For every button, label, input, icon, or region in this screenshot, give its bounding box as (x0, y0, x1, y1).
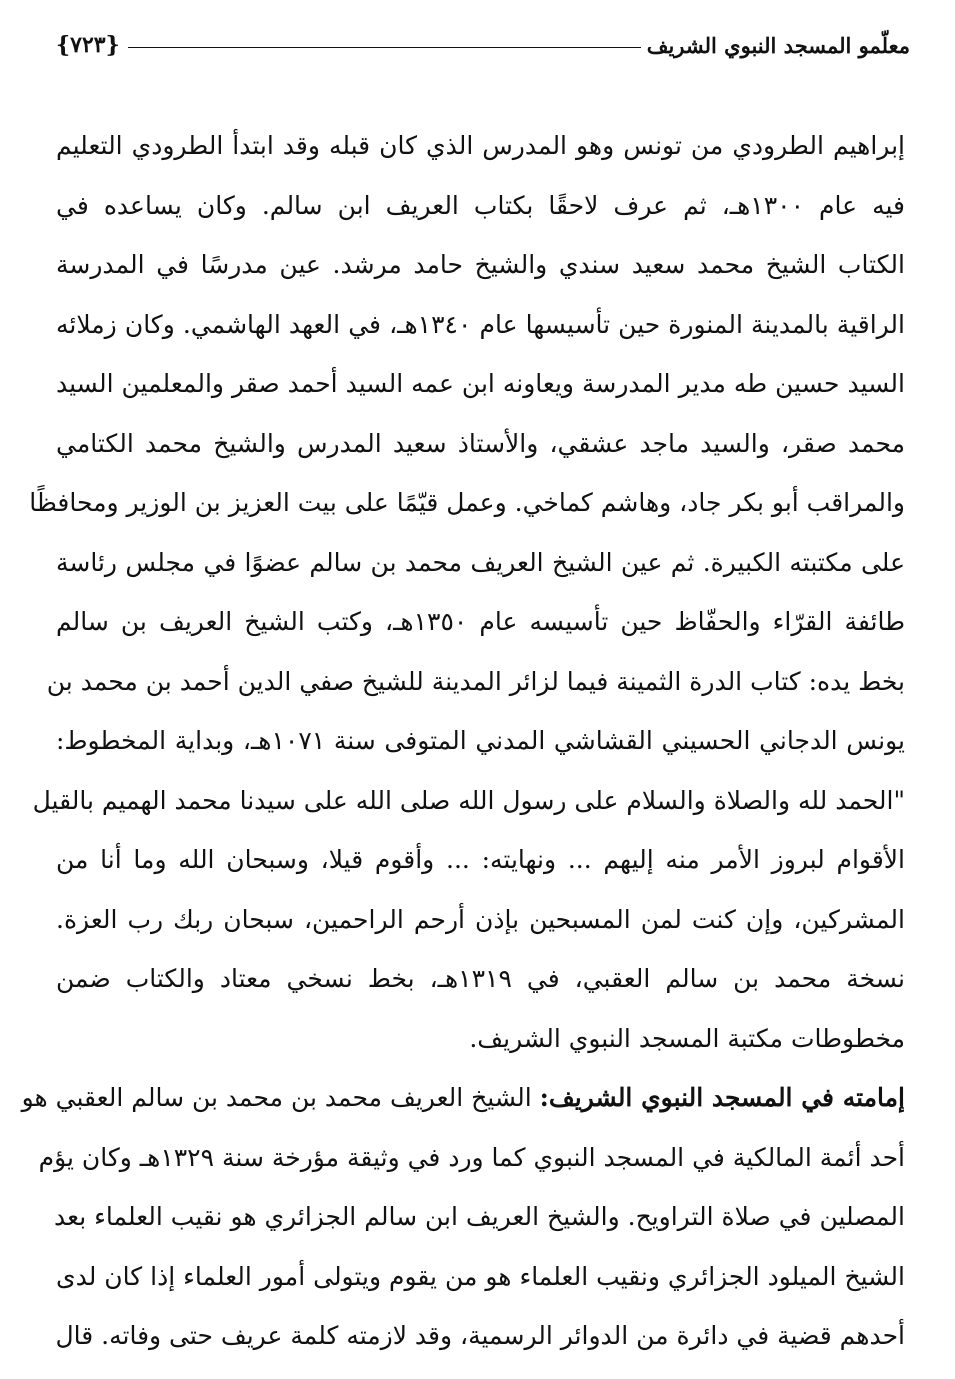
text-line: فيه عام ١٣٠٠هـ، ثم عرف لاحقًا بكتاب العريف ابن سالم. وكان يساعده في (56, 190, 905, 220)
text-line: المشركين، وإن كنت لمن المسبحين بإذن أرحم الراحمين، سبحان ربك رب العزة. (56, 904, 905, 934)
running-title: معلّمو المسجد النبوي الشريف (646, 32, 910, 58)
section-first-line-text: الشيخ العريف محمد بن محمد بن سالم العقبي هو (21, 1083, 540, 1112)
text-line: الشيخ الميلود الجزائري ونقيب العلماء هو من يقوم ويتولى أمور العلماء إذا كان لدى (56, 1261, 905, 1291)
text-line: إبراهيم الطرودي من تونس وهو المدرس الذي كان قبله وقد ابتدأ الطرودي التعليم (56, 131, 905, 160)
section-first-line (21, 1076, 905, 1136)
body-text (21, 124, 905, 1374)
text-line: نسخة محمد بن سالم العقبي، في ١٣١٩هـ، بخط نسخي معتاد والكتاب ضمن (56, 964, 905, 993)
text-line: المصلين في صلاة التراويح. والشيخ العريف ابن سالم الجزائري هو نقيب العلماء بعد (54, 1202, 905, 1231)
text-line: مخطوطات مكتبة المسجد النبوي الشريف. (469, 1023, 905, 1053)
page-number: {٧٢٣} (56, 32, 120, 58)
text-line: أحد أئمة المالكية في المسجد النبوي كما ورد في وثيقة مؤرخة سنة ١٣٢٩هـ وكان يؤم (38, 1142, 905, 1172)
text-line: الراقية بالمدينة المنورة حين تأسيسها عام ١٣٤٠هـ، في العهد الهاشمي. وكان زملائه (56, 309, 905, 339)
header-rule (128, 47, 641, 48)
text-line: الكتاب الشيخ محمد سعيد سندي والشيخ حامد مرشد. عين مدرسًا في المدرسة (56, 250, 905, 279)
page-header (50, 22, 910, 68)
section-heading: إمامته في المسجد النبوي الشريف: (539, 1083, 905, 1112)
text-line: محمد صقر، والسيد ماجد عشقي، والأستاذ سعيد المدرس والشيخ محمد الكتامي (56, 428, 905, 458)
text-line: والمراقب أبو بكر جاد، وهاشم كماخي. وعمل قيّمًا على بيت العزيز بن الوزير ومحافظًا (29, 488, 905, 517)
text-line: طائفة القرّاء والحفّاظ حين تأسيسه عام ١٣٥٠هـ، وكتب الشيخ العريف بن سالم (56, 607, 905, 636)
text-line: الأقوام لبروز الأمر منه إليهم ... ونهايته: ... وأقوم قيلا، وسبحان الله وما أنا من (56, 845, 905, 874)
text-line: "الحمد لله والصلاة والسلام على رسول الله صلى الله على سيدنا محمد الهميم بالقيل (32, 785, 905, 815)
text-line: السيد حسين طه مدير المدرسة ويعاونه ابن عمه السيد أحمد صقر والمعلمين السيد (56, 369, 905, 398)
text-line: بخط يده: كتاب الدرة الثمينة فيما لزائر المدينة للشيخ صفي الدين أحمد بن محمد بن (46, 666, 905, 696)
text-line: أحدهم قضية في دائرة من الدوائر الرسمية، وقد لازمته كلمة عريف حتى وفاته. قال (55, 1321, 905, 1350)
text-line: على مكتبته الكبيرة. ثم عين الشيخ العريف محمد بن سالم عضوًا في مجلس رئاسة (56, 547, 905, 577)
text-line: يونس الدجاني الحسيني القشاشي المدني المتوفى سنة ١٠٧١هـ، وبداية المخطوط: (56, 726, 905, 755)
